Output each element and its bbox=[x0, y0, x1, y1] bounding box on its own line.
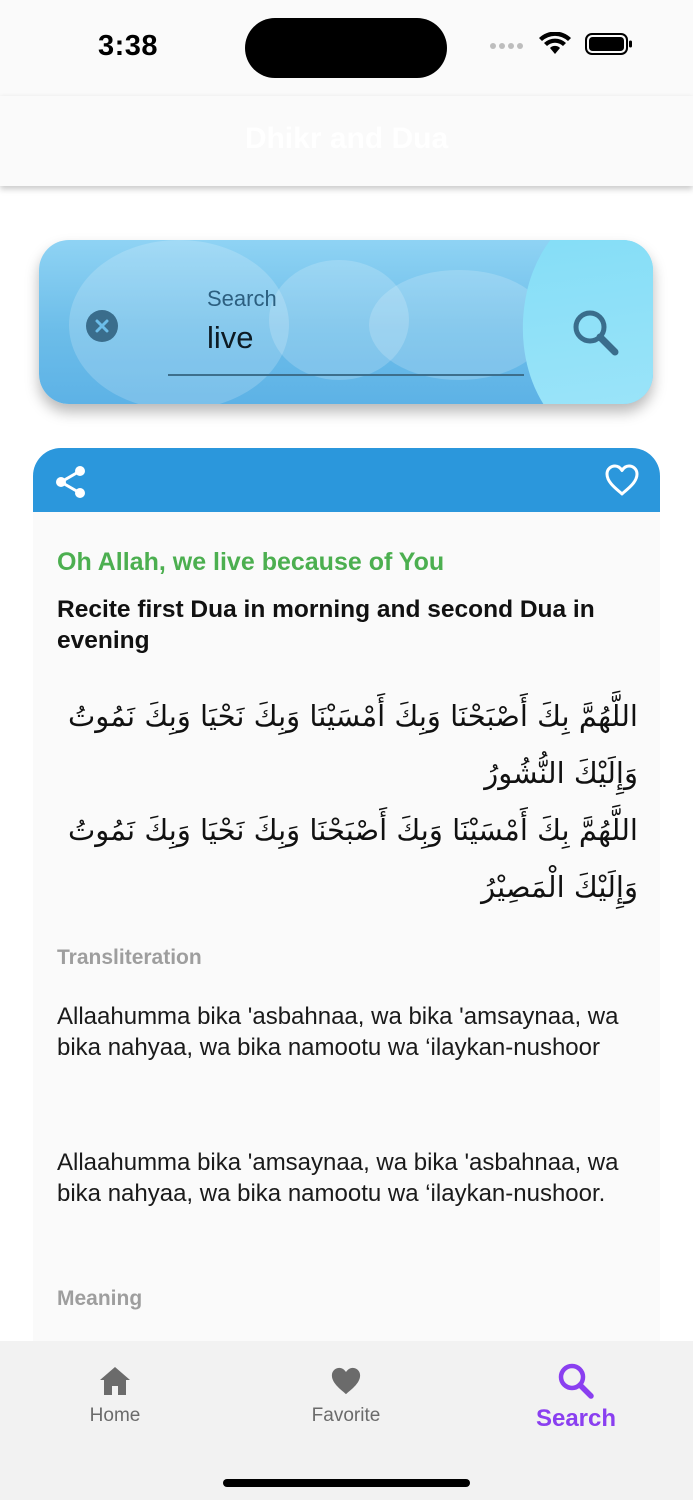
nav-label-home: Home bbox=[89, 1405, 141, 1426]
heart-outline-icon bbox=[604, 463, 640, 497]
transliteration-label: Transliteration bbox=[57, 946, 202, 969]
search-input-underline bbox=[168, 374, 524, 376]
transliteration-text-1: Allaahumma bika 'asbahnaa, wa bika 'amsaynaa, wa bika nahyaa, wa bika namootu wa ‘ilaykan-nushoor bbox=[57, 1003, 619, 1061]
meaning-label: Meaning bbox=[57, 1287, 143, 1310]
nav-item-search[interactable] bbox=[506, 1361, 646, 1433]
dua-title: Oh Allah, we live because of You bbox=[57, 548, 445, 576]
heart-icon bbox=[329, 1365, 363, 1397]
share-icon bbox=[53, 464, 89, 500]
clear-search-button[interactable] bbox=[86, 310, 118, 342]
favorite-button[interactable] bbox=[604, 463, 640, 497]
home-indicator bbox=[223, 1479, 470, 1487]
dynamic-island bbox=[245, 18, 447, 78]
status-time: 3:38 bbox=[98, 30, 159, 62]
nav-item-favorite[interactable] bbox=[276, 1361, 416, 1427]
nav-item-home[interactable] bbox=[45, 1361, 185, 1427]
dua-card-header bbox=[33, 448, 660, 512]
search-submit-button[interactable] bbox=[569, 306, 621, 358]
nav-label-favorite: Favorite bbox=[311, 1405, 381, 1426]
search-label: Search bbox=[207, 286, 277, 311]
bottom-nav bbox=[0, 1341, 693, 1500]
search-icon bbox=[569, 306, 621, 358]
app-title: Dhikr and Dua bbox=[244, 122, 449, 155]
dua-card bbox=[33, 448, 660, 1348]
app-bar bbox=[0, 96, 693, 186]
home-icon bbox=[98, 1365, 132, 1397]
search-input[interactable] bbox=[207, 318, 563, 358]
status-bar bbox=[0, 0, 693, 96]
wifi-icon bbox=[539, 32, 571, 56]
clear-icon bbox=[94, 318, 110, 334]
status-icons bbox=[489, 32, 633, 56]
search-icon bbox=[556, 1361, 596, 1401]
dua-instruction: Recite first Dua in morning and second Dua in evening bbox=[57, 596, 595, 654]
nav-label-search: Search bbox=[535, 1405, 617, 1432]
share-button[interactable] bbox=[53, 464, 89, 500]
dua-arabic-text: اللَّهُمَّ بِكَ أَصْبَحْنَا وَبِكَ أَمْسَيْنَا وَبِكَ نَحْيَا وَبِكَ نَمُوتُ وَإِلَيْكَ النُّشُورُ اللَّهُمَّ بِكَ أَمْسَيْنَا وَبِكَ أَصْبَحْنَا وَبِكَ نَحْيَا وَبِكَ نَمُوتُ وَإِلَيْكَ الْمَصِيْرُ bbox=[67, 699, 638, 904]
cellular-icon bbox=[489, 38, 525, 50]
battery-icon bbox=[585, 32, 633, 56]
transliteration-text-2: Allaahumma bika 'amsaynaa, wa bika 'asbahnaa, wa bika nahyaa, wa bika namootu wa ‘ilaykan-nushoor. bbox=[57, 1149, 619, 1207]
search-card bbox=[39, 240, 653, 404]
